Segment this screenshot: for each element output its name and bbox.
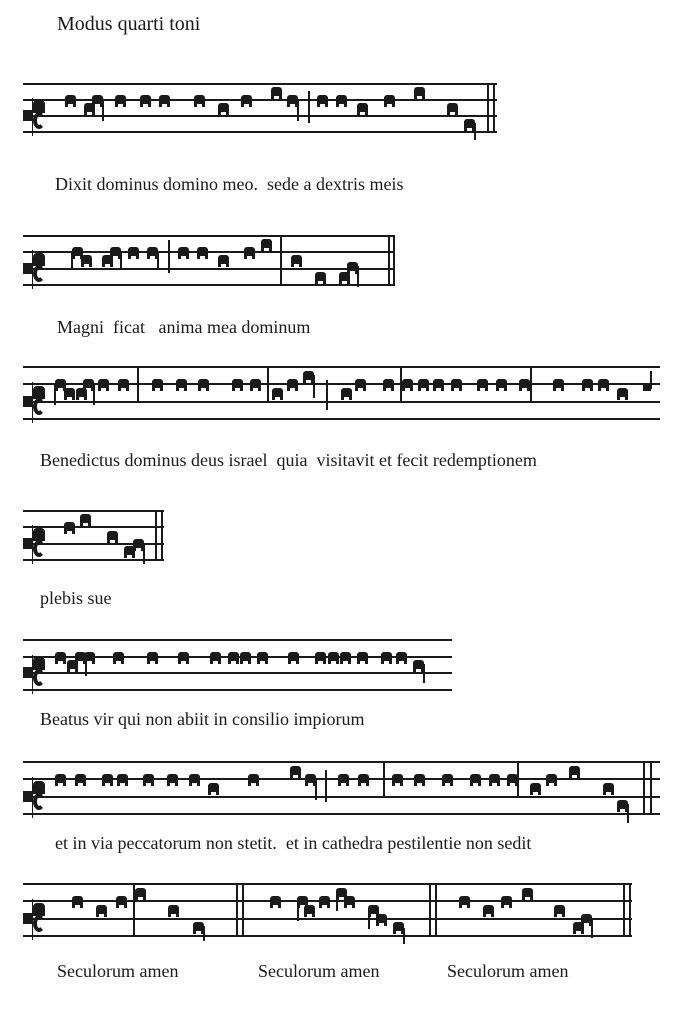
- neume-note: [176, 379, 187, 388]
- neume-note: [147, 247, 158, 256]
- staff-line: [23, 813, 660, 815]
- neume-note: [110, 247, 121, 256]
- staff-line: [23, 268, 395, 270]
- clef-tail: [33, 112, 45, 129]
- neume-note: [98, 379, 109, 388]
- clef-stem: [32, 250, 34, 289]
- clef-stem: [32, 655, 34, 694]
- barline: [650, 761, 652, 813]
- clef-stem: [32, 98, 34, 136]
- clef-tail: [33, 265, 45, 282]
- neume-note: [433, 379, 444, 388]
- neume-note: [250, 379, 261, 388]
- clef-tail: [33, 793, 45, 810]
- neume-note: [357, 103, 368, 112]
- custos-stem: [650, 371, 652, 389]
- note-stem: [313, 375, 315, 398]
- neume-note: [344, 896, 355, 905]
- neume-note: [218, 255, 229, 264]
- note-stem: [157, 251, 159, 270]
- staff-line: [23, 689, 452, 691]
- neume-note: [241, 95, 252, 104]
- neume-note: [315, 272, 326, 281]
- barline: [308, 91, 310, 123]
- neume-note: [167, 774, 178, 783]
- barline: [325, 770, 327, 802]
- lyric-text: Seculorum amen: [57, 961, 179, 981]
- neume-note: [55, 652, 66, 661]
- neume-note: [489, 774, 500, 783]
- note-stem: [336, 892, 338, 911]
- neume-note: [102, 774, 113, 783]
- neume-note: [317, 95, 328, 104]
- neume-note: [554, 905, 565, 914]
- barline: [383, 761, 385, 796]
- neume-note: [315, 652, 326, 661]
- neume-note: [341, 388, 352, 397]
- staff-line: [23, 918, 632, 920]
- neume-note: [501, 896, 512, 905]
- barline: [429, 883, 431, 935]
- neume-note: [81, 255, 92, 264]
- neume-note: [381, 652, 392, 661]
- neume-note: [118, 379, 129, 388]
- note-stem: [203, 926, 205, 941]
- neume-note: [147, 652, 158, 661]
- neume-note: [140, 95, 151, 104]
- neume-note: [553, 379, 564, 388]
- neume-note: [228, 652, 239, 661]
- neume-note: [72, 896, 83, 905]
- neume-note: [218, 103, 229, 112]
- neume-note: [152, 379, 163, 388]
- neume-note: [402, 379, 413, 388]
- neume-note: [189, 774, 200, 783]
- neume-note: [168, 905, 179, 914]
- staff-line: [23, 115, 497, 117]
- neume-note: [178, 247, 189, 256]
- note-stem: [297, 900, 299, 921]
- neume-note: [376, 914, 387, 923]
- neume-note: [582, 379, 593, 388]
- note-stem: [143, 543, 145, 564]
- neume-note: [414, 87, 425, 96]
- neume-note: [244, 247, 255, 256]
- note-stem: [54, 383, 56, 405]
- barline: [400, 366, 402, 401]
- neume-note: [232, 379, 243, 388]
- staff-line: [23, 418, 660, 420]
- note-stem: [627, 804, 629, 823]
- note-stem: [297, 99, 299, 121]
- staff-line: [23, 284, 395, 286]
- neume-note: [75, 774, 86, 783]
- note-stem: [357, 266, 359, 287]
- neume-note: [483, 905, 494, 914]
- neume-note: [96, 905, 107, 914]
- note-stem: [85, 656, 87, 676]
- lyric-text: Magni ficat anima mea dominum: [57, 317, 311, 337]
- barline: [517, 761, 519, 796]
- barline: [629, 883, 631, 935]
- staff-line: [23, 761, 660, 763]
- lyric-text: Beatus vir qui non abiit in consilio impiorum: [40, 709, 365, 729]
- neume-note: [55, 379, 66, 388]
- neume-note: [304, 905, 315, 914]
- barline: [168, 240, 170, 273]
- barline: [236, 883, 238, 935]
- neume-note: [336, 95, 347, 104]
- neume-note: [208, 783, 219, 792]
- neume-note: [617, 800, 628, 809]
- barline: [388, 235, 390, 284]
- barline: [493, 83, 495, 131]
- barline: [435, 883, 437, 935]
- neume-note: [418, 379, 429, 388]
- neume-note: [617, 388, 628, 397]
- barline: [242, 883, 244, 935]
- neume-note: [338, 774, 349, 783]
- neume-note: [383, 379, 394, 388]
- neume-note: [117, 774, 128, 783]
- neume-note: [396, 652, 407, 661]
- barline: [133, 883, 135, 935]
- staff-line: [23, 526, 164, 528]
- neume-note: [569, 766, 580, 775]
- neume-note: [116, 896, 127, 905]
- neume-note: [135, 888, 146, 897]
- clef-tail: [33, 669, 45, 686]
- clef-stem: [32, 777, 34, 818]
- neume-note: [303, 371, 314, 380]
- neume-note: [464, 119, 475, 128]
- neume-note: [392, 774, 403, 783]
- staff-line: [23, 83, 497, 85]
- barline: [623, 883, 625, 935]
- neume-note: [107, 531, 118, 540]
- neume-note: [477, 379, 488, 388]
- neume-note: [355, 379, 366, 388]
- neume-note: [261, 239, 272, 248]
- neume-note: [598, 379, 609, 388]
- note-stem: [591, 918, 593, 938]
- staff-line: [23, 235, 395, 237]
- neume-note: [80, 514, 91, 523]
- neume-note: [287, 379, 298, 388]
- neume-note: [357, 652, 368, 661]
- lyric-text: Dixit dominus domino meo. sede a dextris meis: [55, 174, 404, 194]
- lyric-text: et in via peccatorum non stetit. et in cathedra pestilentie non sedit: [55, 833, 532, 853]
- neume-note: [393, 922, 404, 931]
- neume-note: [470, 774, 481, 783]
- neume-note: [291, 255, 302, 264]
- neume-note: [113, 652, 124, 661]
- neume-note: [257, 652, 268, 661]
- lyric-text: plebis sue: [40, 588, 112, 608]
- clef-stem: [32, 382, 34, 423]
- staff-line: [23, 510, 164, 512]
- clef-tail: [33, 915, 45, 932]
- neume-note: [198, 379, 209, 388]
- note-stem: [423, 664, 425, 683]
- neume-note: [305, 774, 316, 783]
- note-stem: [71, 251, 73, 268]
- staff-line: [23, 935, 632, 937]
- note-stem: [368, 909, 370, 929]
- neume-note: [83, 379, 94, 388]
- neume-note: [519, 379, 530, 388]
- clef-stem: [32, 899, 34, 940]
- page-title: Modus quarti toni: [57, 13, 201, 35]
- staff-line: [23, 401, 660, 403]
- neume-note: [319, 896, 330, 905]
- neume-note: [143, 774, 154, 783]
- neume-note: [522, 888, 533, 897]
- clef-stem: [32, 525, 34, 564]
- neume-note: [358, 774, 369, 783]
- lyric-text: Seculorum amen: [447, 961, 569, 981]
- staff-line: [23, 672, 452, 674]
- neume-note: [287, 95, 298, 104]
- neume-note: [270, 896, 281, 905]
- note-stem: [403, 928, 405, 944]
- neume-note: [413, 660, 424, 669]
- neume-note: [496, 379, 507, 388]
- barline: [280, 235, 282, 284]
- neume-note: [328, 652, 339, 661]
- lyric-text: Benedictus dominus deus israel quia visitavit et fecit redemptionem: [40, 450, 537, 470]
- note-stem: [120, 251, 122, 270]
- neume-note: [240, 652, 251, 661]
- neume-note: [210, 652, 221, 661]
- neume-note: [194, 95, 205, 104]
- neume-note: [384, 95, 395, 104]
- staff-line: [23, 131, 497, 133]
- neume-note: [115, 95, 126, 104]
- note-stem: [315, 778, 317, 800]
- neume-note: [92, 95, 103, 104]
- neume-note: [347, 262, 358, 271]
- lyric-text: Seculorum amen: [258, 961, 380, 981]
- barline: [326, 380, 328, 410]
- staff-line: [23, 796, 660, 798]
- neume-note: [55, 774, 66, 783]
- neume-note: [290, 766, 301, 775]
- barline: [487, 83, 489, 131]
- barline: [267, 366, 269, 401]
- neume-note: [159, 95, 170, 104]
- barline: [530, 366, 532, 401]
- neume-note: [65, 95, 76, 104]
- barline: [643, 761, 645, 813]
- neume-note: [64, 522, 75, 531]
- neume-note: [451, 379, 462, 388]
- barline: [393, 235, 395, 284]
- neume-note: [64, 388, 75, 397]
- neume-note: [546, 774, 557, 783]
- neume-note: [272, 388, 283, 397]
- neume-note: [442, 774, 453, 783]
- neume-note: [128, 247, 139, 256]
- neume-note: [288, 652, 299, 661]
- note-stem: [93, 383, 95, 405]
- neume-note: [72, 247, 83, 256]
- neume-note: [271, 87, 282, 96]
- neume-note: [197, 247, 208, 256]
- barline: [137, 366, 139, 401]
- neume-note: [459, 896, 470, 905]
- neume-note: [178, 652, 189, 661]
- neume-note: [248, 774, 259, 783]
- neume-note: [447, 103, 458, 112]
- clef-tail: [33, 398, 45, 415]
- note-stem: [474, 123, 476, 140]
- clef-tail: [33, 540, 45, 557]
- neume-note: [133, 539, 144, 548]
- staff-line: [23, 883, 632, 885]
- neume-note: [507, 774, 518, 783]
- staff-line: [23, 366, 660, 368]
- staff-line: [23, 639, 452, 641]
- barline: [161, 510, 163, 559]
- note-stem: [102, 99, 104, 121]
- neume-note: [340, 652, 351, 661]
- neume-note: [603, 783, 614, 792]
- neume-note: [530, 783, 541, 792]
- neume-note: [581, 914, 592, 923]
- barline: [155, 510, 157, 559]
- neume-note: [414, 774, 425, 783]
- neume-note: [193, 922, 204, 931]
